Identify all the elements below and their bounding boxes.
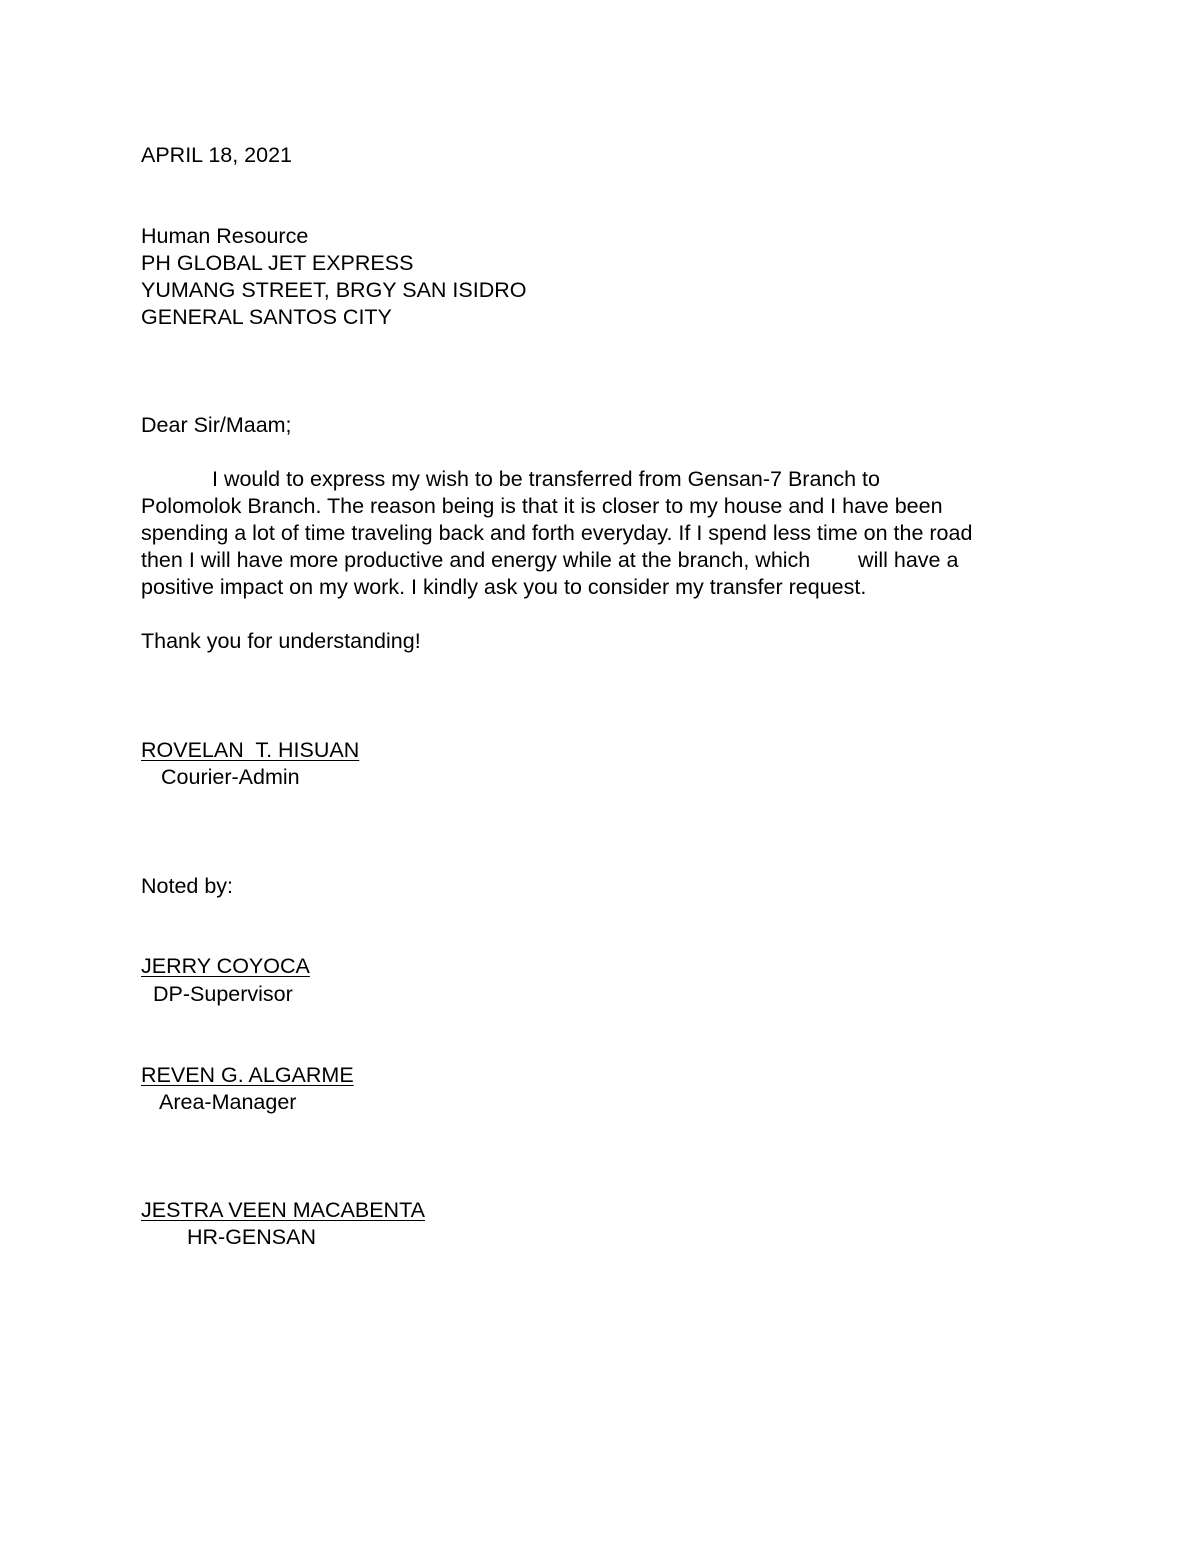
signatory-title: HR-GENSAN: [187, 1225, 317, 1249]
signatory-name: JERRY COYOCA: [141, 954, 310, 978]
sender-name: ROVELAN T. HISUAN: [141, 738, 360, 762]
salutation: Dear Sir/Maam;: [141, 413, 292, 437]
signatory-name: JESTRA VEEN MACABENTA: [141, 1198, 425, 1222]
sender-title: Courier-Admin: [161, 765, 300, 789]
signatory-title: Area-Manager: [159, 1090, 297, 1114]
letter-date: APRIL 18, 2021: [141, 143, 293, 167]
recipient-city: GENERAL SANTOS CITY: [141, 305, 392, 329]
recipient-street: YUMANG STREET, BRGY SAN ISIDRO: [141, 278, 527, 302]
body-line: spending a lot of time traveling back and forth everyday. If I spend less time on the road: [141, 521, 973, 545]
noted-by-label: Noted by:: [141, 874, 234, 898]
body-line: I would to express my wish to be transferred from Gensan-7 Branch to: [212, 467, 880, 491]
body-line: Polomolok Branch. The reason being is that it is closer to my house and I have been: [141, 494, 943, 518]
signatory-name: REVEN G. ALGARME: [141, 1063, 354, 1087]
signatory-title: DP-Supervisor: [153, 982, 293, 1006]
letter-body: [141, 466, 1061, 601]
body-line: then I will have more productive and energy while at the branch, which will have a: [141, 548, 959, 572]
recipient-department: Human Resource: [141, 224, 309, 248]
body-line: positive impact on my work. I kindly ask you to consider my transfer request.: [141, 575, 867, 599]
recipient-company: PH GLOBAL JET EXPRESS: [141, 251, 414, 275]
closing: Thank you for understanding!: [141, 629, 421, 653]
